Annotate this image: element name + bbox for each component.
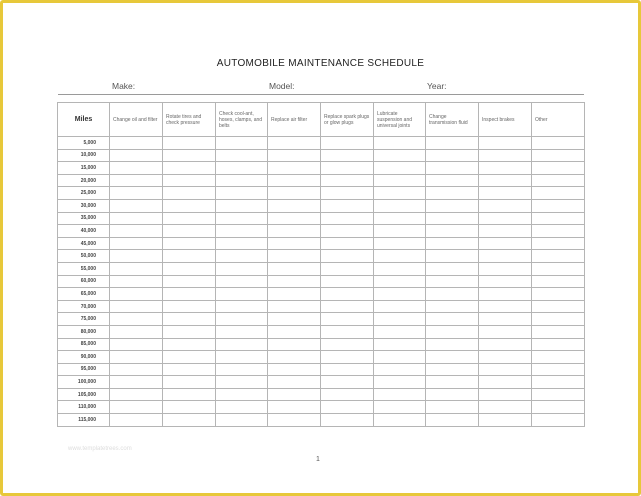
entry-cell [374,363,426,376]
entry-cell [479,137,532,150]
maintenance-table [57,102,585,427]
entry-cell [321,338,374,351]
entry-cell [321,363,374,376]
mileage-cell: 70,000 [58,300,110,313]
entry-cell [268,376,321,389]
entry-cell [268,338,321,351]
mileage-cell: 65,000 [58,288,110,301]
entry-cell [163,262,216,275]
entry-cell [479,313,532,326]
entry-cell [532,225,585,238]
entry-cell [321,313,374,326]
entry-cell [321,376,374,389]
entry-cell [532,237,585,250]
entry-cell [532,313,585,326]
model-label: Model: [269,81,295,91]
entry-cell [479,275,532,288]
entry-cell [426,351,479,364]
entry-cell [532,288,585,301]
mileage-cell: 95,000 [58,363,110,376]
table-row [58,300,585,313]
entry-cell [426,300,479,313]
entry-cell [374,275,426,288]
entry-cell [268,137,321,150]
entry-cell [163,237,216,250]
vehicle-info-line [58,80,584,95]
mileage-cell: 25,000 [58,187,110,200]
entry-cell [321,174,374,187]
entry-cell [268,225,321,238]
mileage-cell: 15,000 [58,162,110,175]
entry-cell [374,174,426,187]
entry-cell [268,212,321,225]
mileage-cell: 85,000 [58,338,110,351]
entry-cell [216,137,268,150]
entry-cell [163,250,216,263]
entry-cell [374,225,426,238]
entry-cell [110,225,163,238]
table-row [58,414,585,427]
entry-cell [268,351,321,364]
entry-cell [268,288,321,301]
entry-cell [216,338,268,351]
entry-cell [479,262,532,275]
entry-cell [321,187,374,200]
entry-cell [216,325,268,338]
table-header-row [58,103,585,137]
table-row [58,199,585,212]
table-row [58,288,585,301]
entry-cell [110,162,163,175]
entry-cell [268,414,321,427]
entry-cell [479,351,532,364]
entry-cell [479,288,532,301]
table-body [58,137,585,427]
entry-cell [110,174,163,187]
entry-cell [216,162,268,175]
entry-cell [426,199,479,212]
entry-cell [532,250,585,263]
entry-cell [426,237,479,250]
mileage-cell: 75,000 [58,313,110,326]
entry-cell [374,300,426,313]
column-header: Lubricate suspension and universal joints [374,103,426,137]
entry-cell [532,325,585,338]
entry-cell [163,212,216,225]
entry-cell [532,137,585,150]
entry-cell [110,338,163,351]
entry-cell [110,137,163,150]
entry-cell [110,250,163,263]
entry-cell [321,288,374,301]
entry-cell [321,351,374,364]
mileage-cell: 30,000 [58,199,110,212]
entry-cell [374,250,426,263]
entry-cell [426,338,479,351]
entry-cell [479,250,532,263]
mileage-cell: 45,000 [58,237,110,250]
column-header-miles: Miles [58,103,110,137]
entry-cell [321,325,374,338]
entry-cell [479,212,532,225]
entry-cell [110,401,163,414]
entry-cell [163,187,216,200]
mileage-cell: 90,000 [58,351,110,364]
entry-cell [479,300,532,313]
entry-cell [216,300,268,313]
entry-cell [216,149,268,162]
entry-cell [532,162,585,175]
entry-cell [268,187,321,200]
entry-cell [374,212,426,225]
entry-cell [163,162,216,175]
table-row [58,262,585,275]
entry-cell [321,137,374,150]
entry-cell [216,275,268,288]
entry-cell [268,275,321,288]
entry-cell [374,325,426,338]
entry-cell [268,237,321,250]
entry-cell [163,137,216,150]
table-row [58,363,585,376]
entry-cell [163,149,216,162]
entry-cell [321,262,374,275]
entry-cell [479,338,532,351]
mileage-cell: 55,000 [58,262,110,275]
entry-cell [268,388,321,401]
entry-cell [532,174,585,187]
column-header: Change oil and filter [110,103,163,137]
mileage-cell: 40,000 [58,225,110,238]
entry-cell [216,199,268,212]
table-row [58,149,585,162]
entry-cell [532,199,585,212]
entry-cell [110,363,163,376]
entry-cell [374,376,426,389]
mileage-cell: 110,000 [58,401,110,414]
mileage-cell: 60,000 [58,275,110,288]
entry-cell [321,414,374,427]
entry-cell [216,187,268,200]
mileage-cell: 35,000 [58,212,110,225]
entry-cell [374,414,426,427]
entry-cell [426,313,479,326]
column-header: Other [532,103,585,137]
entry-cell [532,212,585,225]
entry-cell [532,300,585,313]
entry-cell [479,414,532,427]
entry-cell [163,313,216,326]
mileage-cell: 20,000 [58,174,110,187]
table-row [58,174,585,187]
entry-cell [268,262,321,275]
table-row [58,137,585,150]
mileage-cell: 105,000 [58,388,110,401]
entry-cell [374,401,426,414]
entry-cell [110,275,163,288]
entry-cell [479,363,532,376]
entry-cell [110,199,163,212]
entry-cell [163,199,216,212]
entry-cell [216,414,268,427]
entry-cell [532,187,585,200]
entry-cell [321,212,374,225]
entry-cell [374,313,426,326]
column-header: Inspect brakes [479,103,532,137]
entry-cell [479,401,532,414]
entry-cell [532,376,585,389]
table-row [58,250,585,263]
entry-cell [426,212,479,225]
entry-cell [163,388,216,401]
entry-cell [163,414,216,427]
entry-cell [110,187,163,200]
entry-cell [268,300,321,313]
entry-cell [374,351,426,364]
entry-cell [268,162,321,175]
entry-cell [110,288,163,301]
entry-cell [216,401,268,414]
entry-cell [216,351,268,364]
entry-cell [110,325,163,338]
mileage-cell: 10,000 [58,149,110,162]
mileage-cell: 100,000 [58,376,110,389]
make-label: Make: [112,81,136,91]
entry-cell [321,149,374,162]
entry-cell [268,363,321,376]
entry-cell [426,250,479,263]
entry-cell [532,363,585,376]
entry-cell [110,388,163,401]
document-title: AUTOMOBILE MAINTENANCE SCHEDULE [216,58,425,69]
entry-cell [374,388,426,401]
entry-cell [163,338,216,351]
table-row [58,212,585,225]
entry-cell [426,149,479,162]
entry-cell [479,162,532,175]
entry-cell [163,174,216,187]
entry-cell [479,325,532,338]
entry-cell [321,300,374,313]
entry-cell [426,401,479,414]
mileage-cell: 50,000 [58,250,110,263]
entry-cell [216,288,268,301]
mileage-cell: 115,000 [58,414,110,427]
column-header: Change transmission fluid [426,103,479,137]
table-row [58,376,585,389]
entry-cell [374,262,426,275]
entry-cell [163,300,216,313]
table-row [58,237,585,250]
entry-cell [163,401,216,414]
entry-cell [532,351,585,364]
entry-cell [374,162,426,175]
entry-cell [479,376,532,389]
entry-cell [374,288,426,301]
entry-cell [532,149,585,162]
entry-cell [532,275,585,288]
entry-cell [216,313,268,326]
entry-cell [479,149,532,162]
entry-cell [268,149,321,162]
entry-cell [426,174,479,187]
entry-cell [268,401,321,414]
entry-cell [110,262,163,275]
table-row [58,388,585,401]
watermark: www.templatetrees.com [68,446,132,452]
entry-cell [532,338,585,351]
entry-cell [321,401,374,414]
table-row [58,351,585,364]
table-row [58,325,585,338]
entry-cell [426,388,479,401]
table-row [58,225,585,238]
entry-cell [110,212,163,225]
entry-cell [532,262,585,275]
entry-cell [321,225,374,238]
entry-cell [426,187,479,200]
entry-cell [163,275,216,288]
entry-cell [110,414,163,427]
entry-cell [110,313,163,326]
table-row [58,338,585,351]
entry-cell [216,388,268,401]
entry-cell [374,137,426,150]
entry-cell [426,376,479,389]
entry-cell [216,225,268,238]
page-number: 1 [316,456,320,463]
entry-cell [268,313,321,326]
entry-cell [374,237,426,250]
table-row [58,187,585,200]
entry-cell [110,376,163,389]
entry-cell [479,225,532,238]
entry-cell [426,288,479,301]
entry-cell [110,149,163,162]
entry-cell [268,325,321,338]
table-row [58,401,585,414]
entry-cell [374,149,426,162]
entry-cell [321,388,374,401]
entry-cell [216,174,268,187]
entry-cell [426,275,479,288]
entry-cell [163,376,216,389]
entry-cell [374,187,426,200]
table-row [58,162,585,175]
entry-cell [374,199,426,212]
entry-cell [479,388,532,401]
entry-cell [268,250,321,263]
entry-cell [321,162,374,175]
entry-cell [268,199,321,212]
entry-cell [426,414,479,427]
entry-cell [163,363,216,376]
entry-cell [426,262,479,275]
entry-cell [110,237,163,250]
entry-cell [532,388,585,401]
entry-cell [321,237,374,250]
entry-cell [426,225,479,238]
entry-cell [321,199,374,212]
entry-cell [532,414,585,427]
entry-cell [426,137,479,150]
entry-cell [110,351,163,364]
mileage-cell: 5,000 [58,137,110,150]
entry-cell [532,401,585,414]
entry-cell [216,250,268,263]
column-header: Rotate tires and check pressure [163,103,216,137]
entry-cell [163,351,216,364]
column-header: Check cool-ant, hoses, clamps, and belts [216,103,268,137]
entry-cell [479,174,532,187]
entry-cell [374,338,426,351]
entry-cell [479,237,532,250]
entry-cell [479,187,532,200]
column-header: Replace spark plugs or glow plugs [321,103,374,137]
entry-cell [216,376,268,389]
entry-cell [479,199,532,212]
entry-cell [426,325,479,338]
entry-cell [426,162,479,175]
entry-cell [110,300,163,313]
entry-cell [216,237,268,250]
entry-cell [426,363,479,376]
entry-cell [216,363,268,376]
mileage-cell: 80,000 [58,325,110,338]
table-row [58,313,585,326]
entry-cell [163,325,216,338]
entry-cell [321,250,374,263]
table-row [58,275,585,288]
entry-cell [268,174,321,187]
entry-cell [163,225,216,238]
entry-cell [216,262,268,275]
entry-cell [216,212,268,225]
entry-cell [321,275,374,288]
entry-cell [163,288,216,301]
year-label: Year: [427,81,447,91]
column-header: Replace air filter [268,103,321,137]
